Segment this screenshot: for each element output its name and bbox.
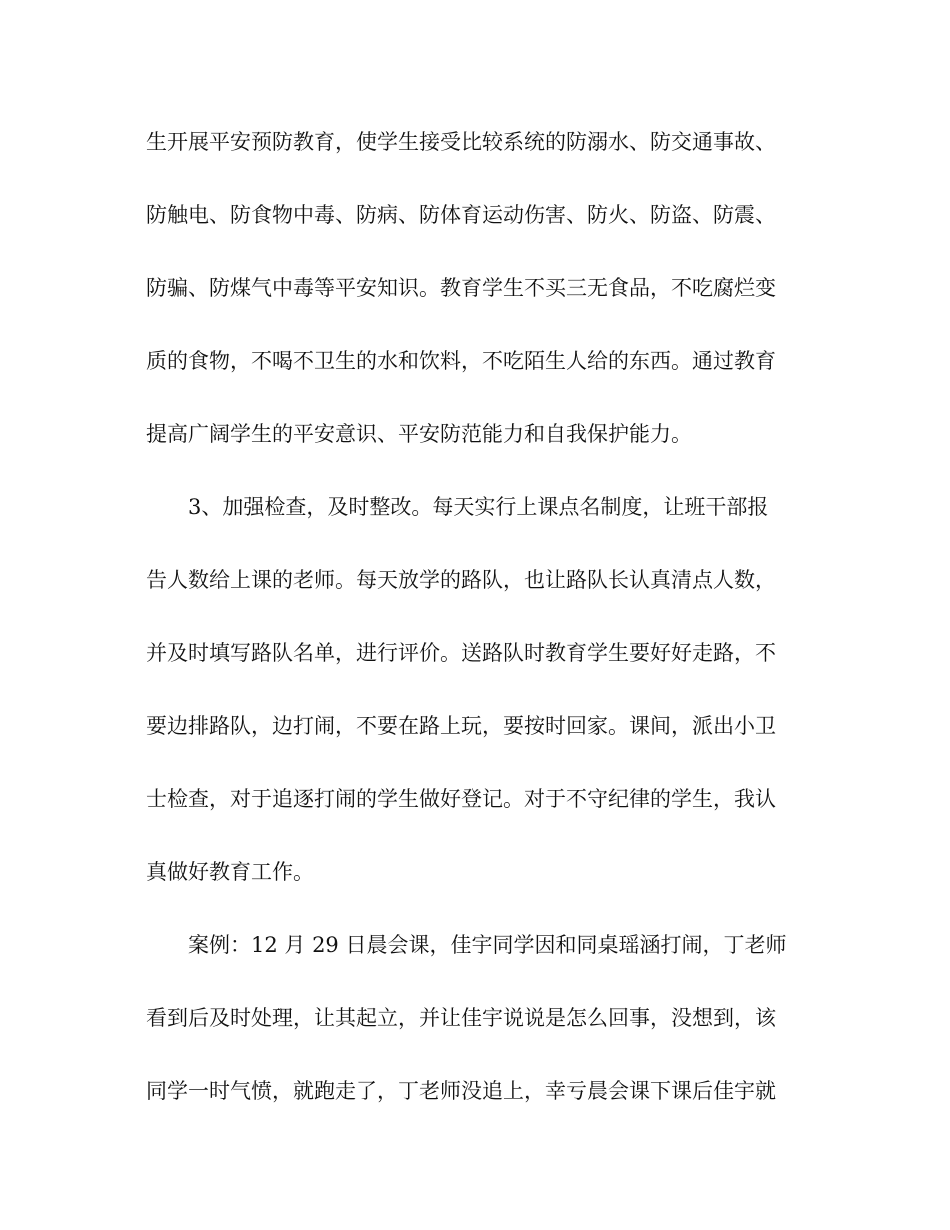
text-line-10: 士检查，对于追逐打闹的学生做好登记。对于不守纪律的学生，我认 (146, 787, 776, 811)
text-line-12: 案例：12 月 29 日晨会课，佳宇同学因和同桌瑶涵打闹，丁老师 (188, 933, 787, 957)
text-line-1: 生开展平安预防教育，使学生接受比较系统的防溺水、防交通事故、 (146, 130, 776, 154)
text-line-3: 防骗、防煤气中毒等平安知识。教育学生不买三无食品，不吃腐烂变 (146, 276, 776, 300)
text-line-5: 提高广阔学生的平安意识、平安防范能力和自我保护能力。 (146, 422, 692, 446)
text-line-7: 告人数给上课的老师。每天放学的路队，也让路队长认真清点人数， (146, 568, 776, 592)
text-line-6: 3、加强检查，及时整改。每天实行上课点名制度，让班干部报 (188, 495, 769, 519)
text-line-8: 并及时填写路队名单，进行评价。送路队时教育学生要好好走路，不 (146, 641, 776, 665)
text-line-2: 防触电、防食物中毒、防病、防体育运动伤害、防火、防盗、防震、 (146, 203, 776, 227)
text-line-11: 真做好教育工作。 (146, 860, 314, 884)
text-line-13: 看到后及时处理，让其起立，并让佳宇说说是怎么回事，没想到，该 (146, 1006, 776, 1030)
text-line-4: 质的食物，不喝不卫生的水和饮料，不吃陌生人给的东西。通过教育 (146, 349, 776, 373)
text-line-9: 要边排路队，边打闹，不要在路上玩，要按时回家。课间，派出小卫 (146, 714, 776, 738)
text-line-14: 同学一时气愤，就跑走了，丁老师没追上，幸亏晨会课下课后佳宇就 (146, 1079, 776, 1103)
